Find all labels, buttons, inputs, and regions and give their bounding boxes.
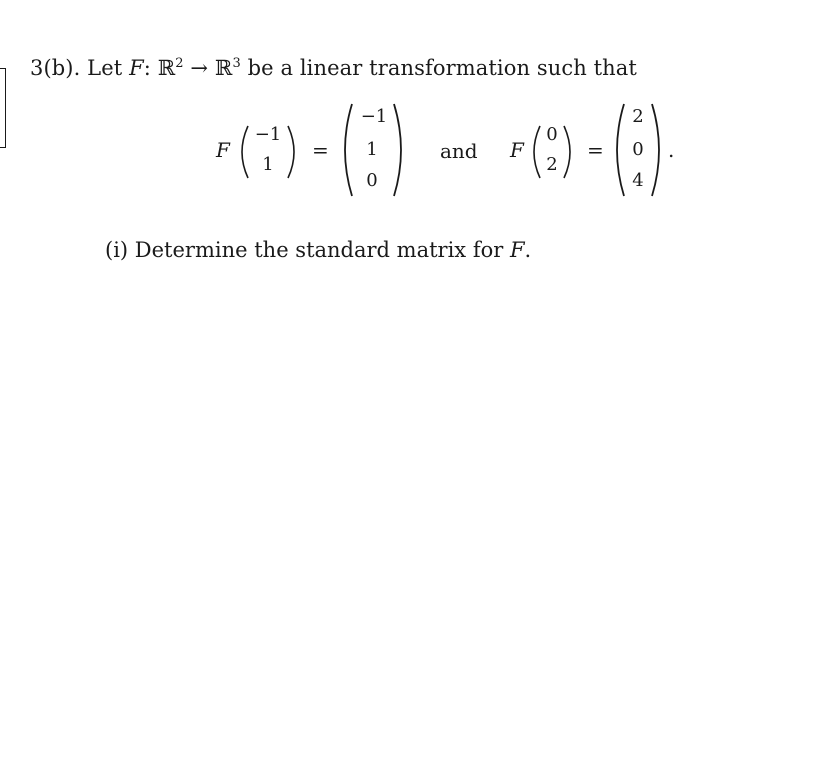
arrow-symbol: → [190, 56, 209, 80]
problem-statement: 3(b). Let F: ℝ$^2$ → ℝ$^3$ be a linear transformation such that [30, 56, 637, 80]
eq1-output-entry-3: 0 [366, 170, 378, 191]
eq2-output-vector [614, 100, 662, 200]
problem-lead: Let [87, 56, 123, 80]
eq1-function-symbol: F [216, 138, 230, 162]
question-end: . [524, 238, 532, 262]
eq1-equals: = [312, 138, 329, 162]
eq2-input-vector [528, 122, 576, 182]
eq1-output-vector [340, 100, 406, 200]
eq1-output-entry-1: −1 [360, 106, 388, 127]
equation-period: . [668, 138, 675, 162]
equation-block [0, 0, 815, 220]
question-part-i [105, 238, 531, 262]
domain-symbol: ℝ [157, 56, 176, 80]
eq2-output-entry-2: 0 [632, 139, 644, 160]
codomain-exponent: 3 [232, 56, 241, 71]
eq1-input-vector [234, 122, 302, 182]
eq2-function-symbol: F [510, 138, 524, 162]
question-map-symbol: F [509, 238, 525, 262]
eq1-input-entry-2: 1 [262, 154, 274, 175]
eq2-input-entry-2: 2 [546, 154, 558, 175]
codomain-symbol: ℝ [214, 56, 233, 80]
question-label: (i) [105, 238, 129, 262]
eq2-output-entry-3: 4 [632, 170, 644, 191]
eq1-input-entry-1: −1 [254, 124, 282, 145]
problem-number: 3(b). [30, 56, 81, 80]
map-symbol: F [129, 56, 144, 80]
question-text: Determine the standard matrix for [134, 238, 504, 262]
eq1-output-entry-2: 1 [366, 139, 378, 160]
problem-tail: be a linear transformation such that [247, 56, 637, 80]
eq2-input-entry-1: 0 [546, 124, 558, 145]
domain-exponent: 2 [175, 56, 184, 71]
eq2-equals: = [587, 138, 604, 162]
eq2-output-entry-1: 2 [632, 106, 644, 127]
conjunction-and: and [440, 139, 478, 163]
